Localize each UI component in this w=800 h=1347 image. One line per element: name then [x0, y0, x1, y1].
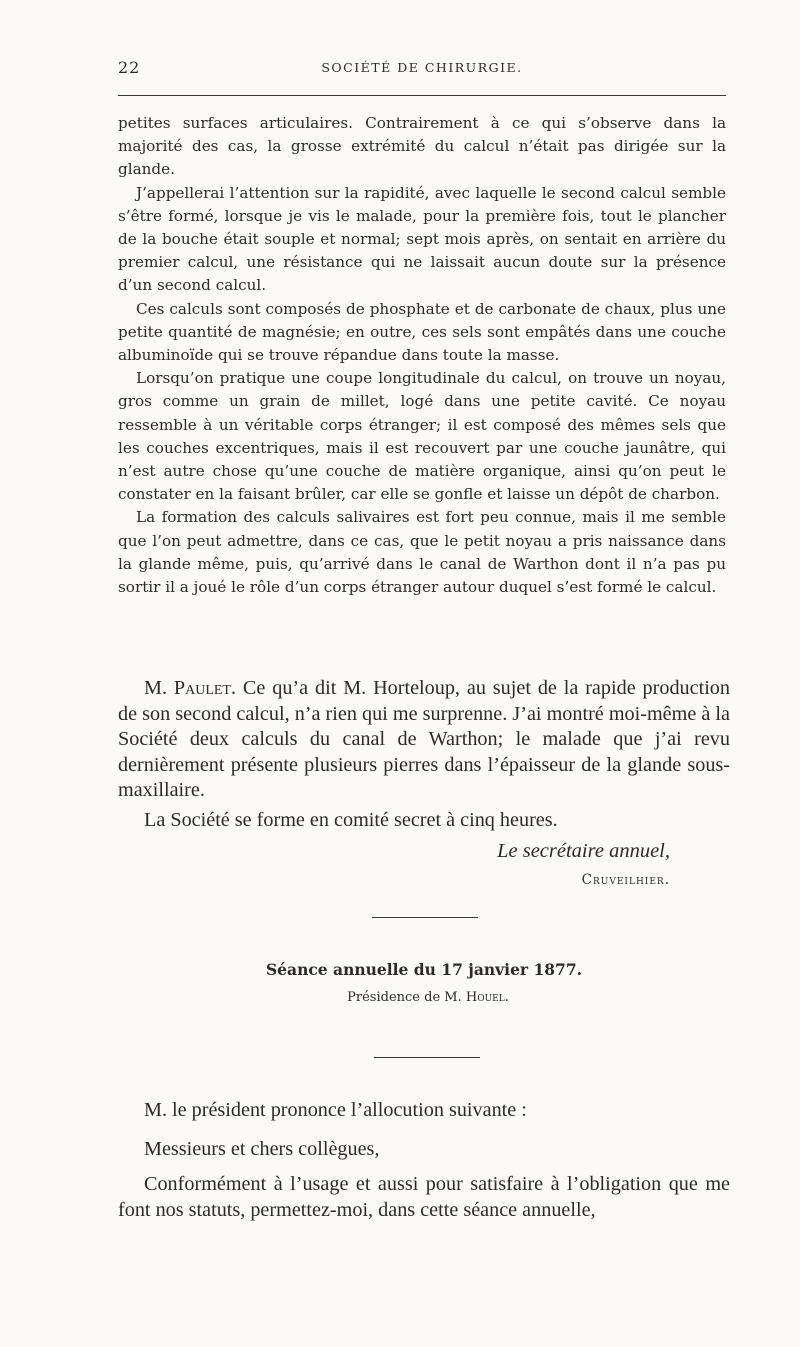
closing-statement: La Société se forme en comité secret à cinq heures.: [144, 808, 558, 831]
remark-text: Ce qu’a dit M. Horteloup, au sujet de la rapide production de son second calcul, n’a rien qui me surprenne. J’ai montré moi-même à la Société deux calculs du canal de Warthon; le malade que j’ai revu dernièrement présente plusieurs pierres dans l’épaisseur de la glande sous-maxillaire.: [118, 677, 730, 801]
address-intro: M. le président prononce l’allocution suivante :: [144, 1099, 527, 1121]
session-title: Séance annuelle du 17 janvier 1877.: [265, 960, 583, 979]
discussion-text: [118, 112, 726, 599]
president-name: Houel.: [465, 990, 509, 1005]
section-divider: [372, 917, 478, 918]
page-number: 22: [118, 58, 141, 77]
remarks-section: [118, 676, 730, 833]
paragraph: Lorsqu’on pratique une coupe longitudinale du calcul, on trouve un noyau, gros comme un grain de millet, logé dans une petite cavité. Ce noyau ressemble à un véritable corps étranger; il est composé des mêmes sels que les couches excentriques, mais il est recouvert par une couche jaunâtre, qui n’est autre chose qu’une couche de matière organique, ainsi qu’on peut le constater en la faisant brûler, car elle se gonfle et laisse un dépôt de charbon.: [118, 369, 726, 504]
running-head: [118, 58, 726, 86]
address-opening: Conformément à l’usage et aussi pour satisfaire à l’obligation que me font nos statuts, permettez-moi, dans cette séance annuelle,: [118, 1173, 730, 1221]
paragraph: petites surfaces articulaires. Contrairement à ce qui s’observe dans la majorité des cas, la grosse extrémité du calcul n’était pas dirigée sur la glande.: [118, 114, 726, 179]
header-rule: [118, 95, 726, 96]
section-divider: [374, 1057, 480, 1058]
paragraph: Ces calculs sont composés de phosphate et de carbonate de chaux, plus une petite quantité de magnésie; en outre, ces sels sont empâtés dans une couche albuminoïde qui se trouve répandue dans toute la masse.: [118, 299, 726, 365]
address-salutation: Messieurs et chers collègues,: [144, 1137, 380, 1160]
paragraph: J’appellerai l’attention sur la rapidité, avec laquelle le second calcul semble s’être formé, lorsque je vis le malade, pour la première fois, tout le plancher de la bouche était souple et normal; sept mois après, on sentait en arrière du premier calcul, une résistance qui ne laissait aucun doute sur la présence d’un second calcul.: [118, 183, 726, 295]
address-section: [118, 1098, 730, 1223]
presidency-prefix: Présidence de M.: [347, 990, 466, 1005]
presidency-line: [0, 990, 800, 1005]
signature-name: Cruveilhier.: [581, 872, 670, 888]
signature-role: Le secrétaire annuel,: [497, 840, 670, 862]
paulet-remark: [118, 676, 730, 804]
running-title: SOCIÉTÉ DE CHIRURGIE.: [321, 60, 523, 75]
speaker-name: M. Paulet.: [144, 677, 237, 699]
paragraph: La formation des calculs salivaires est fort peu connue, mais il me semble que l’on peut admettre, dans ce cas, que le petit noyau a pris naissance dans la glande même, puis, qu’arrivé dans le canal de Warthon dont il n’a pas pu sortir il a joué le rôle d’un corps étranger autour duquel s’est formé le calcul.: [118, 508, 726, 597]
